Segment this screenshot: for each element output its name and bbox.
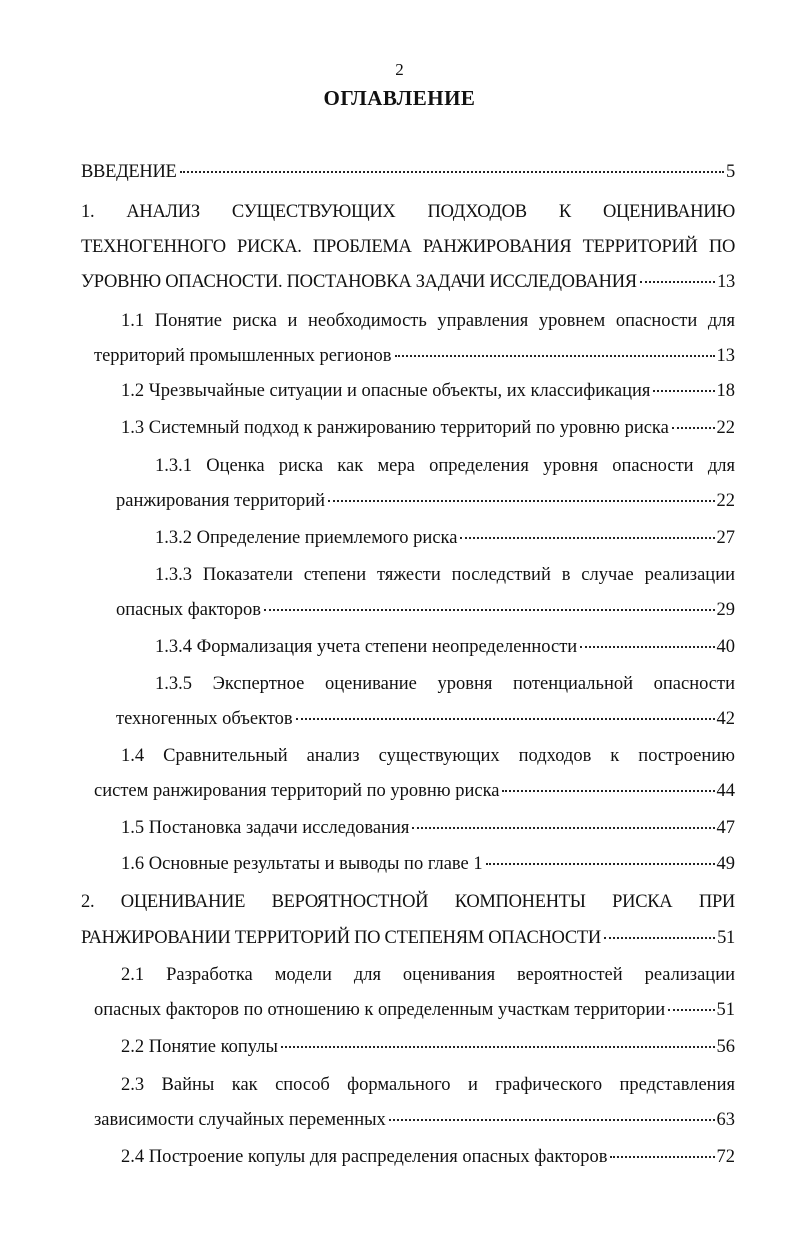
toc-page-number: 18 <box>716 381 735 401</box>
toc-chapter-2-line-1[interactable]: 2. ОЦЕНИВАНИЕ ВЕРОЯТНОСТНОЙ КОМПОНЕНТЫ РИСКА ПРИ <box>81 892 735 912</box>
toc-chapter-1[interactable] <box>81 270 735 294</box>
toc-leader-dots <box>668 1009 714 1011</box>
toc-chapter-2[interactable] <box>81 926 735 950</box>
toc-section-1-3[interactable] <box>121 416 735 440</box>
toc-leader-dots <box>328 500 714 502</box>
toc-leader-dots <box>460 537 714 539</box>
toc-leader-dots <box>180 171 725 173</box>
toc-page-number: 63 <box>716 1110 735 1130</box>
toc-entry-text: техногенных объектов <box>116 709 293 729</box>
toc-entry-text: ранжирования территорий <box>116 491 326 511</box>
toc-section-2-2[interactable] <box>121 1035 735 1059</box>
toc-entry-intro[interactable] <box>81 160 735 184</box>
toc-page-number: 51 <box>717 928 735 948</box>
toc-entry-text: 1.3 Системный подход к ранжированию территорий по уровню риска <box>121 418 669 438</box>
toc-page-number: 56 <box>716 1037 735 1057</box>
toc-entry-text: 1.6 Основные результаты и выводы по главе 1 <box>121 854 483 874</box>
toc-entry-text: 1.2 Чрезвычайные ситуации и опасные объекты, их классификация <box>121 381 651 401</box>
toc-entry-text: 1.3.4 Формализация учета степени неопределенности <box>155 637 578 657</box>
toc-leader-dots <box>610 1156 714 1158</box>
toc-page-number: 51 <box>716 1000 735 1020</box>
toc-page-number: 13 <box>717 272 735 292</box>
page-title: ОГЛАВЛЕНИЕ <box>323 86 476 110</box>
toc-leader-dots <box>395 355 715 357</box>
toc-section-1-1[interactable] <box>94 344 735 368</box>
toc-leader-dots <box>653 390 714 392</box>
toc-chapter-1-line-2[interactable]: ТЕХНОГЕННОГО РИСКА. ПРОБЛЕМА РАНЖИРОВАНИЯ ТЕРРИТОРИЙ ПО <box>81 237 735 257</box>
toc-leader-dots <box>281 1046 715 1048</box>
toc-leader-dots <box>580 646 714 648</box>
toc-section-1-2[interactable] <box>121 379 735 403</box>
toc-section-1-4-line-1[interactable]: 1.4 Сравнительный анализ существующих подходов к построению <box>121 746 735 766</box>
toc-page-number: 22 <box>716 491 735 511</box>
toc-page-number: 22 <box>716 418 735 438</box>
toc-leader-dots <box>672 427 715 429</box>
toc-section-1-3-5[interactable] <box>116 707 735 731</box>
toc-section-1-3-5-line-1[interactable]: 1.3.5 Экспертное оценивание уровня потенциальной опасности <box>155 674 735 694</box>
toc-page-number: 5 <box>726 162 735 182</box>
toc-leader-dots <box>296 718 715 720</box>
toc-chapter-1-line-1[interactable]: 1. АНАЛИЗ СУЩЕСТВУЮЩИХ ПОДХОДОВ К ОЦЕНИВАНИЮ <box>81 202 735 222</box>
toc-page-number: 27 <box>716 528 735 548</box>
toc-entry-text: 1.5 Постановка задачи исследования <box>121 818 410 838</box>
toc-leader-dots <box>412 827 714 829</box>
toc-page-number: 40 <box>716 637 735 657</box>
toc-entry-text: ВВЕДЕНИЕ <box>81 162 177 182</box>
toc-entry-text: систем ранжирования территорий по уровню риска <box>94 781 500 801</box>
toc-page-number: 42 <box>716 709 735 729</box>
toc-entry-text: 1.3.2 Определение приемлемого риска <box>155 528 458 548</box>
toc-section-1-3-2[interactable] <box>155 526 735 550</box>
toc-leader-dots <box>640 281 715 283</box>
toc-entry-text: опасных факторов <box>116 600 262 620</box>
toc-page-number: 47 <box>716 818 735 838</box>
toc-page-number: 13 <box>716 346 735 366</box>
toc-entry-text: опасных факторов по отношению к определенным участкам территории <box>94 1000 666 1020</box>
toc-page-number: 49 <box>716 854 735 874</box>
toc-section-2-3[interactable] <box>94 1108 735 1132</box>
page-number: 2 <box>395 60 404 79</box>
toc-section-1-3-1[interactable] <box>116 489 735 513</box>
toc-page-number: 29 <box>716 600 735 620</box>
toc-leader-dots <box>389 1119 715 1121</box>
toc-leader-dots <box>264 609 714 611</box>
toc-entry-text: РАНЖИРОВАНИИ ТЕРРИТОРИЙ ПО СТЕПЕНЯМ ОПАСНОСТИ <box>81 928 601 948</box>
toc-entry-text: зависимости случайных переменных <box>94 1110 386 1130</box>
toc-section-1-4[interactable] <box>94 779 735 803</box>
toc-page-number: 44 <box>716 781 735 801</box>
toc-leader-dots <box>502 790 714 792</box>
toc-section-1-6[interactable] <box>121 852 735 876</box>
toc-section-1-5[interactable] <box>121 816 735 840</box>
toc-section-2-4[interactable] <box>121 1145 735 1169</box>
toc-section-2-1[interactable] <box>94 998 735 1022</box>
toc-entry-text: УРОВНЮ ОПАСНОСТИ. ПОСТАНОВКА ЗАДАЧИ ИССЛЕДОВАНИЯ <box>81 272 637 292</box>
toc-page-number: 72 <box>716 1147 735 1167</box>
toc-section-1-3-1-line-1[interactable]: 1.3.1 Оценка риска как мера определения уровня опасности для <box>155 456 735 476</box>
toc-section-1-1-line-1[interactable]: 1.1 Понятие риска и необходимость управления уровнем опасности для <box>121 311 735 331</box>
toc-section-1-3-3-line-1[interactable]: 1.3.3 Показатели степени тяжести последствий в случае реализации <box>155 565 735 585</box>
toc-leader-dots <box>486 863 715 865</box>
toc-section-1-3-3[interactable] <box>116 598 735 622</box>
toc-section-1-3-4[interactable] <box>155 635 735 659</box>
toc-entry-text: 2.2 Понятие копулы <box>121 1037 278 1057</box>
toc-leader-dots <box>604 937 715 939</box>
toc-section-2-3-line-1[interactable]: 2.3 Вайны как способ формального и графического представления <box>121 1075 735 1095</box>
toc-section-2-1-line-1[interactable]: 2.1 Разработка модели для оценивания вероятностей реализации <box>121 965 735 985</box>
toc-entry-text: 2.4 Построение копулы для распределения опасных факторов <box>121 1147 608 1167</box>
toc-entry-text: территорий промышленных регионов <box>94 346 392 366</box>
